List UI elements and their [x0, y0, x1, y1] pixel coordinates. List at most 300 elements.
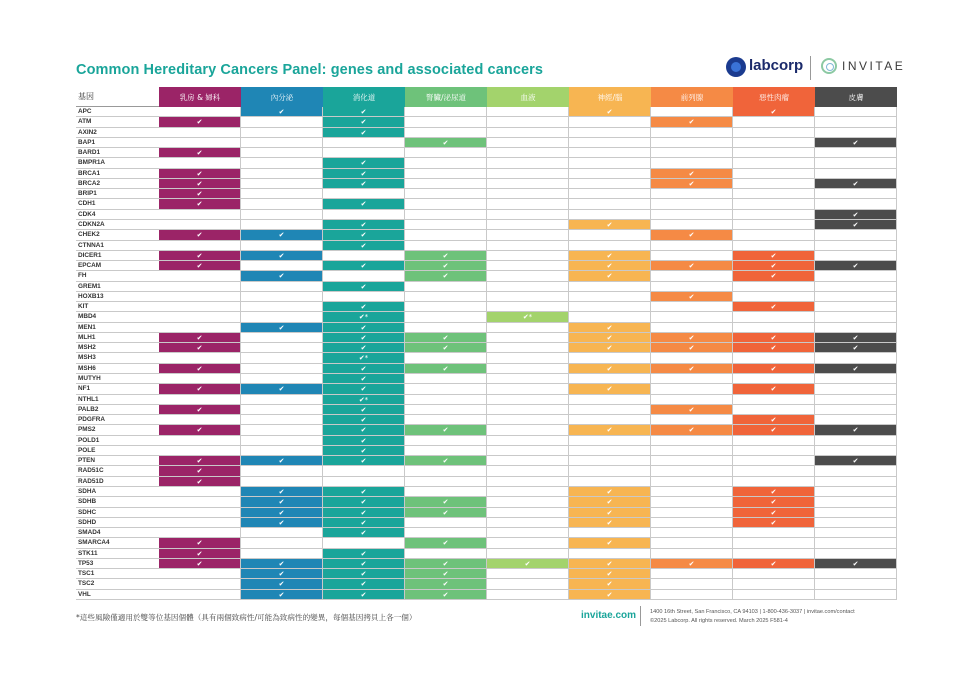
association-cell [241, 199, 323, 209]
gene-name: PTEN [76, 456, 159, 466]
association-cell [323, 107, 405, 117]
check-mark-icon: ✔ [360, 498, 367, 507]
association-cell [815, 117, 897, 127]
association-cell [159, 169, 241, 179]
association-cell [405, 405, 487, 415]
association-cell [487, 128, 569, 138]
association-cell [405, 425, 487, 435]
check-mark-icon: ✔ [196, 149, 203, 158]
association-cell [815, 508, 897, 518]
check-mark-icon: ✔ [688, 118, 695, 127]
check-mark-icon: ✔ [442, 498, 449, 507]
association-cell [405, 312, 487, 322]
association-cell [815, 395, 897, 405]
association-cell [651, 549, 733, 559]
association-cell [569, 590, 651, 600]
association-cell [815, 374, 897, 384]
association-cell [733, 302, 815, 312]
check-mark-icon: ✔ [442, 251, 449, 260]
check-mark-icon: ✔ [770, 344, 777, 353]
labcorp-logo-text: labcorp [749, 57, 804, 74]
association-cell [569, 251, 651, 261]
association-cell [487, 549, 569, 559]
check-mark-icon: ✔ [606, 539, 613, 548]
check-mark-icon: ✔ [278, 570, 285, 579]
association-cell [487, 282, 569, 292]
gene-name: CDH1 [76, 199, 159, 209]
association-cell [241, 251, 323, 261]
association-cell [815, 343, 897, 353]
association-cell [733, 333, 815, 343]
association-cell [487, 405, 569, 415]
association-cell [241, 241, 323, 251]
association-cell [487, 446, 569, 456]
association-cell [651, 169, 733, 179]
association-cell [815, 128, 897, 138]
association-cell [241, 353, 323, 363]
check-mark-icon: ✔ [606, 385, 613, 394]
association-cell [487, 251, 569, 261]
association-cell [733, 518, 815, 528]
check-mark-icon: ✔ [360, 128, 367, 137]
association-cell [733, 466, 815, 476]
invitae-logo-icon [821, 58, 837, 74]
association-cell [733, 538, 815, 548]
association-cell [487, 179, 569, 189]
association-cell [815, 528, 897, 538]
website-link[interactable]: invitae.com [581, 610, 637, 621]
check-mark-icon: ✔ [442, 508, 449, 517]
check-mark-icon: ✔ [852, 457, 859, 466]
association-cell [733, 528, 815, 538]
association-cell [651, 128, 733, 138]
association-cell [241, 446, 323, 456]
association-cell [323, 508, 405, 518]
association-cell [323, 312, 405, 322]
check-mark-icon: ✔ [606, 323, 613, 332]
association-cell [241, 456, 323, 466]
association-cell [159, 158, 241, 168]
association-cell [815, 415, 897, 425]
association-cell [405, 487, 487, 497]
association-cell [405, 415, 487, 425]
association-cell [651, 179, 733, 189]
check-mark-icon: ✔ [360, 200, 367, 209]
association-cell [651, 282, 733, 292]
association-cell [815, 425, 897, 435]
association-cell [569, 148, 651, 158]
association-cell [733, 169, 815, 179]
check-mark-icon: ✔* [358, 395, 369, 404]
association-cell [487, 343, 569, 353]
association-cell [651, 302, 733, 312]
association-cell [651, 559, 733, 569]
association-cell [159, 179, 241, 189]
association-cell [651, 343, 733, 353]
association-cell [815, 107, 897, 117]
association-cell [733, 271, 815, 281]
check-mark-icon: ✔ [442, 457, 449, 466]
gene-name: CDKN2A [76, 220, 159, 230]
association-cell [487, 241, 569, 251]
gene-name: PDGFRA [76, 415, 159, 425]
association-cell [323, 405, 405, 415]
association-cell [815, 590, 897, 600]
association-cell [733, 292, 815, 302]
association-cell [241, 425, 323, 435]
logo-group [726, 57, 906, 81]
cancer-column-header: 惡性肉瘤 [733, 87, 815, 107]
association-cell [815, 189, 897, 199]
footer-address-line: 1400 16th Street, San Francisco, CA 94103 | 1-800-436-3037 | invitae.com/contact [650, 609, 855, 615]
labcorp-logo-icon [726, 57, 746, 77]
association-cell [323, 323, 405, 333]
check-mark-icon: ✔ [360, 159, 367, 168]
gene-name: SDHD [76, 518, 159, 528]
check-mark-icon: ✔ [524, 559, 531, 568]
association-cell [159, 312, 241, 322]
association-cell [323, 425, 405, 435]
association-cell [241, 415, 323, 425]
check-mark-icon: ✔ [360, 436, 367, 445]
check-mark-icon: ✔ [442, 570, 449, 579]
association-cell [487, 425, 569, 435]
association-cell [159, 323, 241, 333]
association-cell [159, 374, 241, 384]
association-cell [159, 415, 241, 425]
check-mark-icon: ✔ [360, 529, 367, 538]
association-cell [651, 148, 733, 158]
association-cell [651, 569, 733, 579]
association-cell [241, 487, 323, 497]
association-cell [815, 477, 897, 487]
check-mark-icon: ✔ [360, 457, 367, 466]
association-cell [241, 271, 323, 281]
association-cell [569, 138, 651, 148]
association-cell [405, 230, 487, 240]
gene-name: MEN1 [76, 323, 159, 333]
association-cell [651, 117, 733, 127]
association-cell [651, 312, 733, 322]
association-cell [405, 374, 487, 384]
association-cell [487, 590, 569, 600]
association-cell [569, 549, 651, 559]
association-cell [733, 579, 815, 589]
gene-name: VHL [76, 590, 159, 600]
invitae-logo-text: INVITAE [842, 59, 906, 73]
association-cell [159, 271, 241, 281]
check-mark-icon: ✔ [606, 220, 613, 229]
association-cell [159, 148, 241, 158]
association-cell [405, 189, 487, 199]
association-cell [405, 292, 487, 302]
check-mark-icon: ✔ [770, 559, 777, 568]
association-cell [651, 251, 733, 261]
association-cell [733, 395, 815, 405]
gene-name: KIT [76, 302, 159, 312]
association-cell [159, 549, 241, 559]
association-cell [323, 158, 405, 168]
check-mark-icon: ✔ [606, 364, 613, 373]
gene-name: BMPR1A [76, 158, 159, 168]
association-cell [241, 292, 323, 302]
check-mark-icon: ✔ [196, 169, 203, 178]
association-cell [651, 395, 733, 405]
check-mark-icon: ✔ [442, 580, 449, 589]
association-cell [733, 128, 815, 138]
association-cell [733, 508, 815, 518]
check-mark-icon: ✔ [606, 518, 613, 527]
association-cell [569, 405, 651, 415]
association-cell [733, 138, 815, 148]
gene-name: NF1 [76, 384, 159, 394]
association-cell [405, 117, 487, 127]
gene-name: BRCA2 [76, 179, 159, 189]
check-mark-icon: ✔ [360, 108, 367, 116]
check-mark-icon: ✔ [606, 498, 613, 507]
check-mark-icon: ✔ [360, 446, 367, 455]
association-cell [405, 456, 487, 466]
association-cell [405, 590, 487, 600]
association-cell [323, 343, 405, 353]
cancer-column-header: 神經/腦 [569, 87, 651, 107]
check-mark-icon: ✔ [360, 169, 367, 178]
footer-address [650, 608, 855, 626]
association-cell [651, 333, 733, 343]
association-cell [651, 590, 733, 600]
association-cell [323, 169, 405, 179]
association-cell [159, 292, 241, 302]
check-mark-icon: ✔ [278, 272, 285, 281]
check-mark-icon: ✔ [770, 416, 777, 425]
association-cell [159, 230, 241, 240]
footer-divider [640, 606, 641, 626]
association-cell [159, 189, 241, 199]
association-cell [241, 128, 323, 138]
check-mark-icon: ✔ [278, 108, 285, 116]
association-cell [323, 466, 405, 476]
association-cell [159, 446, 241, 456]
association-cell [323, 364, 405, 374]
association-cell [159, 579, 241, 589]
association-cell [241, 138, 323, 148]
association-cell [487, 477, 569, 487]
association-cell [159, 128, 241, 138]
association-cell [569, 323, 651, 333]
check-mark-icon: ✔ [196, 477, 203, 486]
check-mark-icon: ✔ [360, 262, 367, 271]
logo-divider [810, 56, 811, 80]
association-cell [733, 343, 815, 353]
association-cell [241, 302, 323, 312]
association-cell [487, 497, 569, 507]
association-cell [733, 497, 815, 507]
association-cell [815, 179, 897, 189]
check-mark-icon: ✔ [360, 570, 367, 579]
check-mark-icon: ✔ [442, 138, 449, 147]
cancer-column-header: 腎臟/泌尿道 [405, 87, 487, 107]
association-cell [405, 271, 487, 281]
association-cell [815, 261, 897, 271]
gene-name: STK11 [76, 549, 159, 559]
association-cell [733, 261, 815, 271]
association-cell [323, 282, 405, 292]
check-mark-icon: ✔ [770, 518, 777, 527]
association-cell [405, 446, 487, 456]
association-cell [241, 508, 323, 518]
association-cell [487, 528, 569, 538]
gene-name: MSH2 [76, 343, 159, 353]
check-mark-icon: ✔ [606, 426, 613, 435]
check-mark-icon: ✔ [606, 508, 613, 517]
association-cell [651, 138, 733, 148]
association-cell [651, 415, 733, 425]
check-mark-icon: ✔ [606, 590, 613, 599]
gene-column-header: 基因 [76, 87, 159, 107]
association-cell [159, 107, 241, 117]
association-cell [159, 477, 241, 487]
association-cell [159, 261, 241, 271]
check-mark-icon: ✔ [606, 344, 613, 353]
check-mark-icon: ✔ [442, 272, 449, 281]
association-cell [815, 538, 897, 548]
association-cell [241, 107, 323, 117]
check-mark-icon: ✔ [196, 190, 203, 199]
gene-name: TP53 [76, 559, 159, 569]
check-mark-icon: ✔ [852, 559, 859, 568]
association-cell [651, 446, 733, 456]
association-cell [569, 477, 651, 487]
check-mark-icon: ✔ [770, 487, 777, 496]
association-cell [159, 302, 241, 312]
association-cell [569, 343, 651, 353]
check-mark-icon: ✔ [688, 364, 695, 373]
association-cell [569, 446, 651, 456]
association-cell [323, 117, 405, 127]
check-mark-icon: ✔ [442, 344, 449, 353]
check-mark-icon: ✔ [278, 251, 285, 260]
association-cell [733, 353, 815, 363]
gene-name: NTHL1 [76, 395, 159, 405]
association-cell [159, 456, 241, 466]
association-cell [733, 107, 815, 117]
gene-name: POLE [76, 446, 159, 456]
association-cell [569, 395, 651, 405]
association-cell [405, 323, 487, 333]
association-cell [405, 477, 487, 487]
association-cell [487, 210, 569, 220]
association-cell [815, 487, 897, 497]
association-cell [405, 158, 487, 168]
gene-name: POLD1 [76, 436, 159, 446]
check-mark-icon: ✔* [522, 313, 533, 322]
footnote: *這些風險僅適用於雙等位基因個體（具有兩個致病性/可能為致病性的變異，每個基因拷貝上各一個） [76, 613, 417, 622]
association-cell [159, 117, 241, 127]
association-cell [323, 456, 405, 466]
association-cell [651, 405, 733, 415]
check-mark-icon: ✔ [852, 138, 859, 147]
association-cell [405, 466, 487, 476]
association-cell [815, 220, 897, 230]
association-cell [487, 559, 569, 569]
check-mark-icon: ✔ [360, 333, 367, 342]
association-cell [323, 384, 405, 394]
check-mark-icon: ✔ [360, 344, 367, 353]
check-mark-icon: ✔ [770, 272, 777, 281]
association-cell [405, 353, 487, 363]
association-cell [733, 117, 815, 127]
check-mark-icon: ✔ [688, 179, 695, 188]
association-cell [323, 179, 405, 189]
check-mark-icon: ✔ [688, 426, 695, 435]
association-cell [569, 282, 651, 292]
association-cell [651, 292, 733, 302]
association-cell [159, 395, 241, 405]
association-cell [241, 282, 323, 292]
association-cell [569, 559, 651, 569]
association-cell [323, 487, 405, 497]
gene-name: APC [76, 107, 159, 117]
association-cell [651, 189, 733, 199]
association-cell [815, 302, 897, 312]
check-mark-icon: ✔ [688, 559, 695, 568]
association-cell [569, 210, 651, 220]
check-mark-icon: ✔ [196, 231, 203, 240]
association-cell [241, 179, 323, 189]
association-cell [323, 220, 405, 230]
association-cell [487, 199, 569, 209]
check-mark-icon: ✔ [278, 487, 285, 496]
association-cell [487, 569, 569, 579]
association-cell [323, 518, 405, 528]
cancer-column-header: 乳房 & 婦科 [159, 87, 241, 107]
association-cell [323, 538, 405, 548]
association-cell [487, 579, 569, 589]
association-cell [241, 497, 323, 507]
association-cell [569, 220, 651, 230]
check-mark-icon: ✔ [606, 487, 613, 496]
gene-name: MBD4 [76, 312, 159, 322]
association-cell [241, 364, 323, 374]
association-cell [405, 343, 487, 353]
association-cell [159, 210, 241, 220]
check-mark-icon: ✔ [360, 220, 367, 229]
association-cell [487, 374, 569, 384]
association-cell [815, 148, 897, 158]
association-cell [323, 189, 405, 199]
association-cell [733, 158, 815, 168]
association-cell [405, 569, 487, 579]
check-mark-icon: ✔ [606, 251, 613, 260]
association-cell [405, 497, 487, 507]
association-cell [241, 117, 323, 127]
cancer-column-header: 皮膚 [815, 87, 897, 107]
association-cell [569, 179, 651, 189]
association-cell [569, 538, 651, 548]
association-cell [241, 518, 323, 528]
association-cell [733, 148, 815, 158]
check-mark-icon: ✔ [360, 405, 367, 414]
association-cell [733, 364, 815, 374]
association-cell [651, 518, 733, 528]
association-cell [651, 158, 733, 168]
association-cell [405, 395, 487, 405]
association-cell [405, 384, 487, 394]
association-cell [405, 364, 487, 374]
association-cell [487, 395, 569, 405]
association-cell [651, 487, 733, 497]
association-cell [405, 302, 487, 312]
